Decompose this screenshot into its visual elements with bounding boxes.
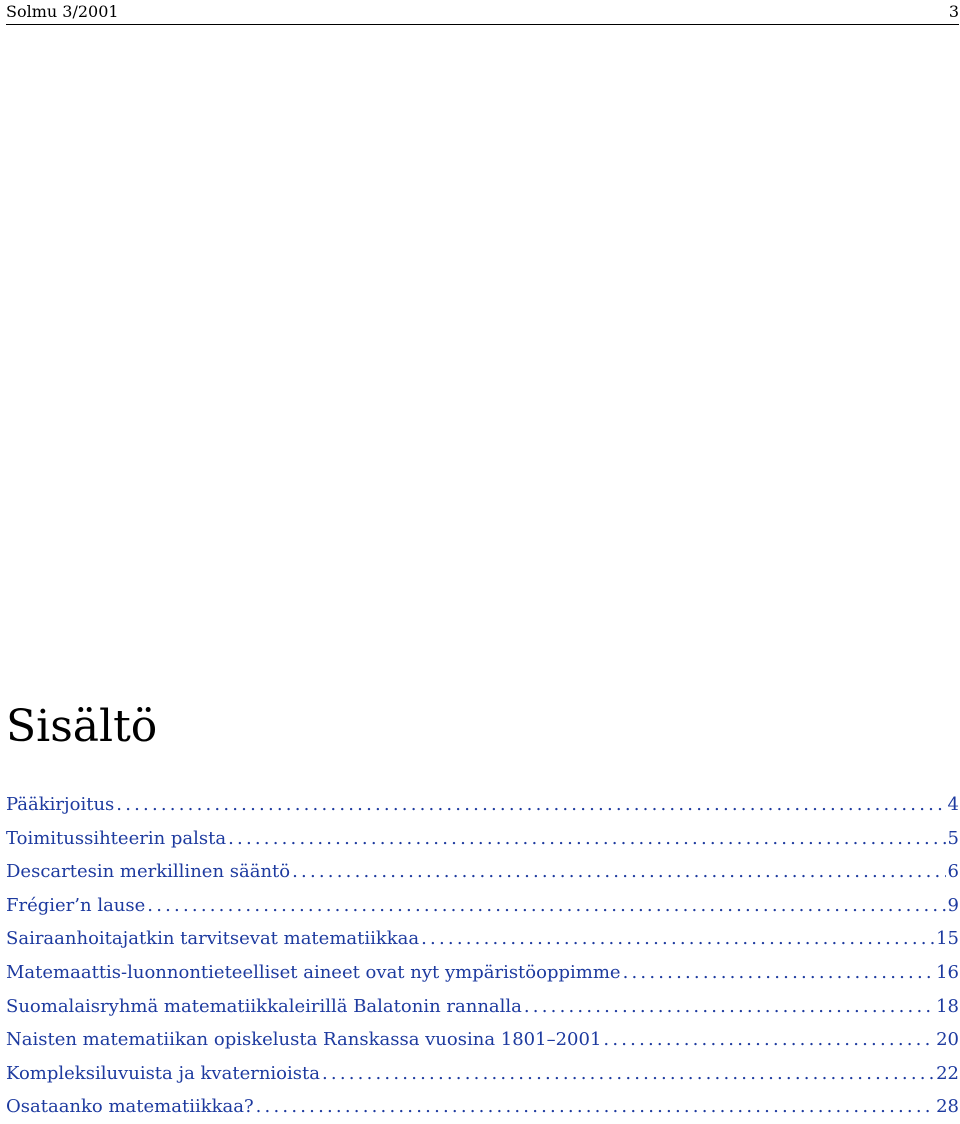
toc-entry-title: Pääkirjoitus (6, 794, 115, 815)
toc-entry-page: 22 (936, 1062, 959, 1084)
dot-leader (603, 1023, 934, 1057)
toc-entry-sairaanhoitajatkin[interactable] (6, 922, 959, 956)
toc-entry-page: 16 (936, 961, 959, 983)
toc-entry-suomalaisryhma[interactable] (6, 990, 959, 1024)
toc-entry-descartesin-saanto[interactable] (6, 855, 959, 889)
toc-entry-title: Kompleksiluvuista ja kvaternioista (6, 1062, 320, 1084)
journal-issue: Solmu 3/2001 (6, 2, 119, 21)
toc-entry-title: Toimitussihteerin palsta (6, 827, 227, 849)
table-of-contents (6, 788, 959, 1124)
toc-entry-naisten-matematiikan[interactable] (6, 1023, 959, 1057)
toc-entry-toimitussihteerin-palsta[interactable] (6, 822, 959, 856)
toc-entry-title: Naisten matematiikan opiskelusta Ranskassa vuosina 1801–2001 (6, 1029, 602, 1051)
dot-leader (421, 922, 934, 956)
toc-entry-title: Frégier’n lause (6, 894, 146, 916)
toc-entry-title: Suomalaisryhmä matematiikkaleirillä Balatonin rannalla (6, 995, 522, 1017)
dot-leader (116, 788, 945, 822)
toc-entry-osataanko-matematiikkaa[interactable] (6, 1090, 959, 1124)
toc-entry-page: 5 (947, 827, 959, 849)
toc-entry-title: Descartesin merkillinen sääntö (6, 861, 291, 883)
dot-leader (524, 990, 934, 1024)
page-number: 3 (948, 2, 959, 21)
dot-leader (292, 855, 945, 889)
toc-entry-matemaattis-luonnontieteelliset[interactable] (6, 956, 959, 990)
toc-entry-title: Osataanko matematiikkaa? (6, 1096, 254, 1118)
running-header (6, 2, 959, 25)
dot-leader (322, 1057, 934, 1091)
toc-entry-page: 4 (947, 794, 959, 815)
toc-entry-page: 6 (947, 861, 959, 883)
toc-entry-page: 9 (947, 894, 959, 916)
toc-entry-kompleksiluvuista[interactable] (6, 1057, 959, 1091)
dot-leader (623, 956, 935, 990)
dot-leader (228, 822, 945, 856)
toc-entry-page: 28 (936, 1096, 959, 1118)
toc-entry-page: 20 (936, 1029, 959, 1051)
toc-entry-title: Sairaanhoitajatkin tarvitsevat matematiikkaa (6, 928, 420, 950)
toc-entry-title: Matemaattis-luonnontieteelliset aineet ovat nyt ympäristöoppimme (6, 961, 621, 983)
dot-leader (147, 889, 945, 923)
toc-entry-page: 15 (936, 928, 959, 950)
toc-entry-page: 18 (936, 995, 959, 1017)
dot-leader (256, 1090, 934, 1124)
contents-title: Sisältö (6, 701, 158, 752)
toc-entry-fregiern-lause[interactable] (6, 889, 959, 923)
toc-entry-paakirjoitus[interactable] (6, 788, 959, 822)
